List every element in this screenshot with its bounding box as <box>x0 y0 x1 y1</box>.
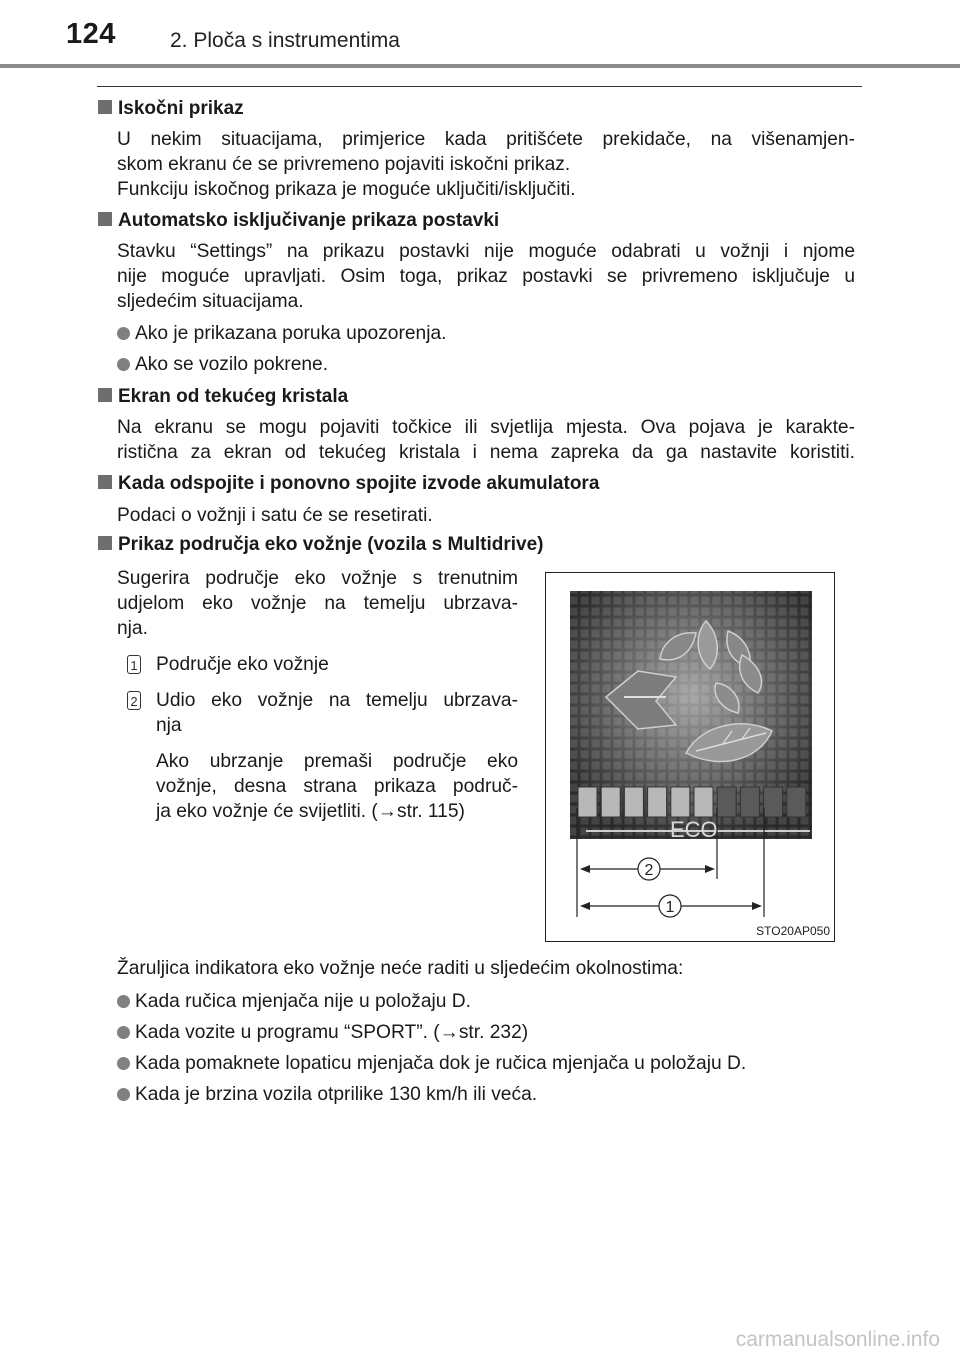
bullet-dot-icon <box>117 1057 130 1070</box>
eco-segment <box>671 787 690 817</box>
square-marker-icon <box>98 388 112 402</box>
auto-off-bullet-1: Ako je prikazana poruka upozorenja. <box>117 321 446 346</box>
eco-segment <box>717 787 736 817</box>
eco-display-label: ECO <box>670 817 718 842</box>
heading-lcd: Ekran od tekućeg kristala <box>98 386 348 408</box>
bullet-dot-icon <box>117 327 130 340</box>
eco-note: Ako ubrzanje premaši područje eko vožnje, desna strana prikaza područ- ja eko vožnje će svijetliti. (→str. 115) <box>156 751 518 822</box>
watermark: carmanualsonline.info <box>735 1328 940 1351</box>
eco-bullet-4: Kada je brzina vozila otprilike 130 km/h ili veća. <box>117 1082 537 1107</box>
chapter-title: 2. Ploča s instrumentima <box>170 29 400 52</box>
square-marker-icon <box>98 536 112 550</box>
eco-segment <box>601 787 620 817</box>
battery-text: Podaci o vožnji i satu će se resetirati. <box>117 505 433 526</box>
eco-zone-figure <box>545 572 835 942</box>
eco-segment <box>578 787 597 817</box>
section-rule <box>97 86 862 87</box>
page-header <box>0 0 960 70</box>
auto-off-text: Stavku “Settings” na prikazu postavki nije moguće odabrati u vožnji i njome nije moguće upravljati. Osim toga, prikaz postavki se privremeno isključuje u sljedećim situacijama. <box>117 241 855 312</box>
heading-popup: Iskočni prikaz <box>98 98 244 120</box>
eco-display-illustration <box>546 573 836 943</box>
bullet-dot-icon <box>117 1088 130 1101</box>
callout-2-label: 2 <box>644 862 654 879</box>
heading-battery: Kada odspojite i ponovno spojite izvode akumulatora <box>98 473 599 495</box>
header-rule <box>0 64 960 68</box>
eco-segment <box>787 787 806 817</box>
square-marker-icon <box>98 475 112 489</box>
auto-off-bullet-2: Ako se vozilo pokrene. <box>117 352 328 377</box>
bullet-dot-icon <box>117 1026 130 1039</box>
page-number: 124 <box>66 18 116 50</box>
popup-text: U nekim situacijama, primjerice kada pritišćete prekidače, na višenamjen- skom ekranu će se privremeno pojaviti iskočni prikaz. Funkciju iskočnog prikaza je moguće uključiti/isključiti. <box>117 129 855 200</box>
bullet-dot-icon <box>117 995 130 1008</box>
eco-segment <box>624 787 643 817</box>
lcd-text: Na ekranu se mogu pojaviti točkice ili svjetlija mjesta. Ova pojava je karakte- ristična za ekran od tekućeg kristala i nema zapreka da ga nastavite koristiti. <box>117 417 855 463</box>
eco-intro: Sugerira područje eko vožnje s trenutnim udjelom eko vožnje na temelju ubrzava- nja. <box>117 568 518 639</box>
eco-bullet-3: Kada pomaknete lopaticu mjenjača dok je ručica mjenjača u položaju D. <box>117 1051 746 1076</box>
heading-auto-off: Automatsko isključivanje prikaza postavki <box>98 210 499 232</box>
eco-segment <box>648 787 667 817</box>
eco-indicator-intro: Žaruljica indikatora eko vožnje neće raditi u sljedećim okolnostima: <box>117 958 684 979</box>
number-badge: 2 <box>127 691 141 710</box>
figure-code: STO20AP050 <box>756 924 830 938</box>
square-marker-icon <box>98 100 112 114</box>
eco-segment <box>694 787 713 817</box>
bullet-dot-icon <box>117 358 130 371</box>
heading-eco: Prikaz područja eko vožnje (vozila s Multidrive) <box>98 534 544 556</box>
callout-1-label: 1 <box>665 899 675 916</box>
eco-bullet-1: Kada ručica mjenjača nije u položaju D. <box>117 989 471 1014</box>
square-marker-icon <box>98 212 112 226</box>
eco-segment <box>740 787 759 817</box>
eco-bullet-2: Kada vozite u programu “SPORT”. (→str. 232) <box>117 1020 528 1045</box>
number-badge: 1 <box>127 655 141 674</box>
eco-segment <box>764 787 783 817</box>
